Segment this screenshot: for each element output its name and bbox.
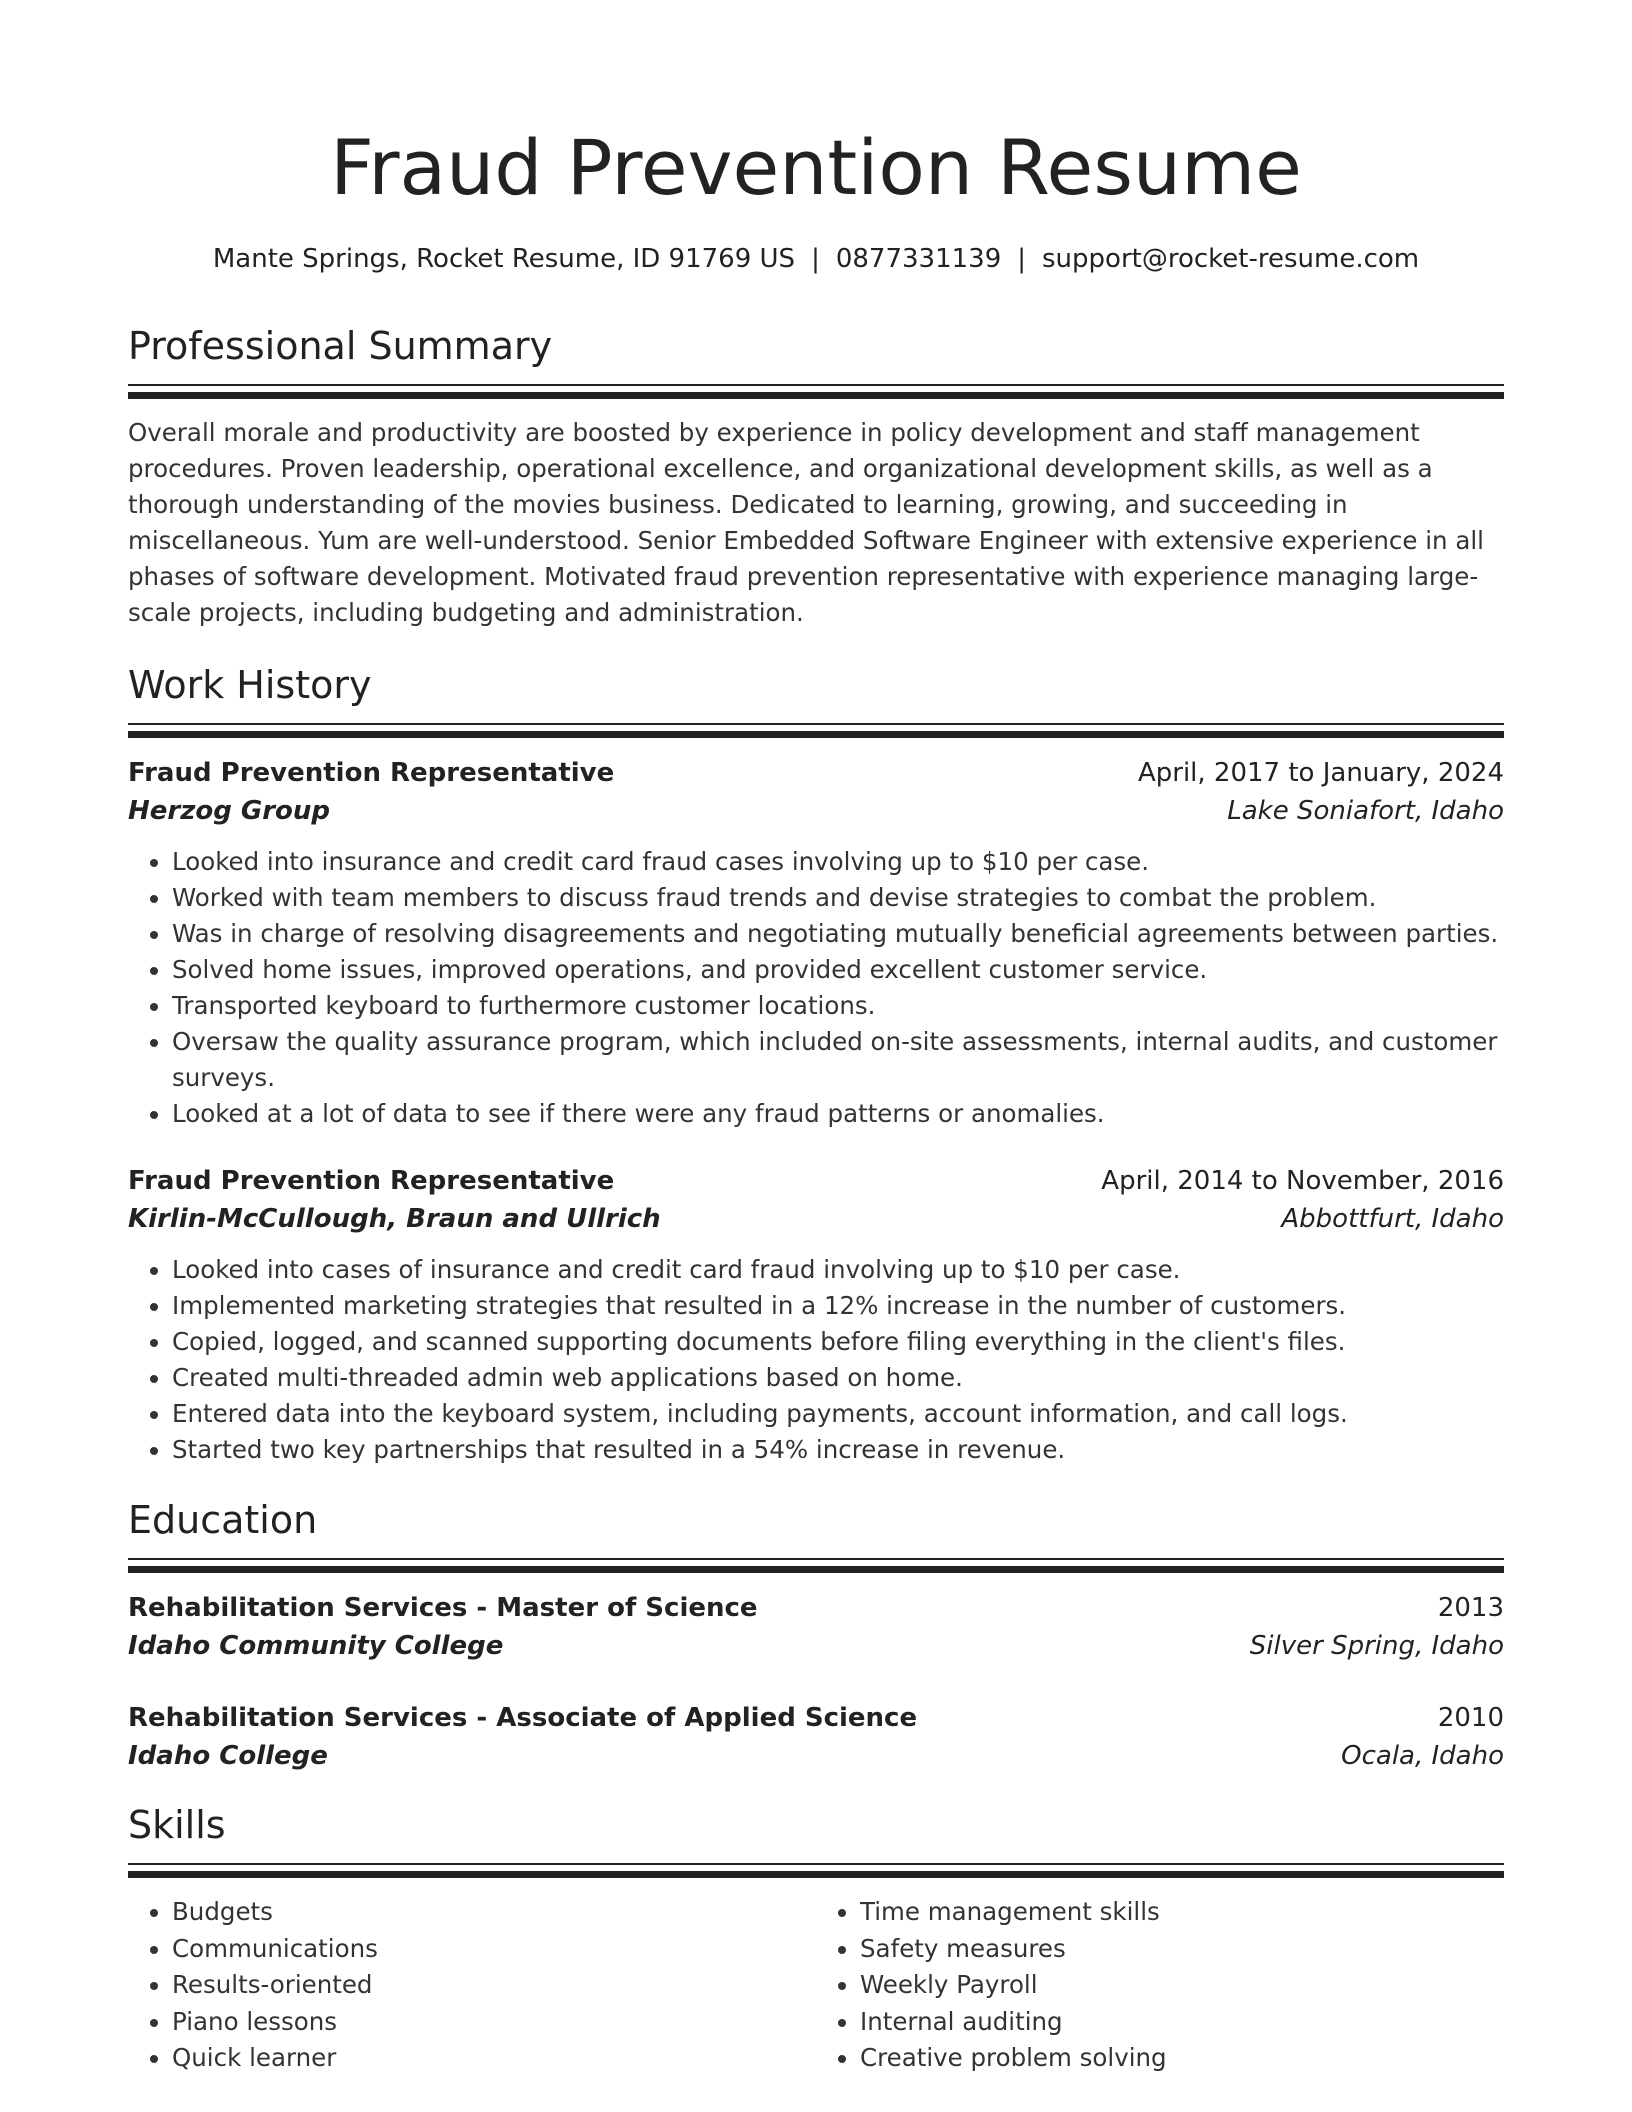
job-company-row: [128, 792, 1504, 830]
skill-item: • Safety measures: [860, 1931, 1504, 1968]
job-bullet: • Copied, logged, and scanned supporting documents before filing everything in the client's files.: [172, 1324, 1504, 1360]
job-header-row: [128, 1162, 1504, 1200]
job-bullet: • Looked into cases of insurance and credit card fraud involving up to $10 per case.: [172, 1252, 1504, 1288]
job-location: Lake Soniafort, Idaho: [1227, 796, 1504, 826]
skills-list-left: [128, 1894, 816, 2077]
section-divider: [128, 731, 1504, 738]
education-school-row: [128, 1627, 1504, 1665]
skill-item: • Communications: [172, 1931, 816, 1968]
job-bullet: • Looked into insurance and credit card fraud cases involving up to $10 per case.: [172, 844, 1504, 880]
summary-section: [128, 322, 1504, 631]
summary-text: Overall morale and productivity are boosted by experience in policy development and staff management procedures. Proven leadership, operational excellence, and organizational development skills, as well as a thorough understanding of the movies business. Dedicated to learning, growing, and succeeding in miscellaneous. Yum are well-understood. Senior Embedded Software Engineer with extensive experience in all phases of software development. Motivated fraud prevention representative with experience managing large-scale projects, including budgeting and administration.: [128, 418, 1484, 627]
education-header-row: [128, 1699, 1504, 1737]
section-divider: [128, 1558, 1504, 1560]
section-title-work-history: Work History: [128, 663, 372, 707]
job-entry: [128, 1162, 1504, 1468]
skill-item: • Weekly Payroll: [860, 1967, 1504, 2004]
job-bullet: • Looked at a lot of data to see if there were any fraud patterns or anomalies.: [172, 1096, 1504, 1132]
job-company: Kirlin-McCullough, Braun and Ullrich: [128, 1204, 661, 1234]
resume-title: Fraud Prevention Resume: [330, 123, 1302, 212]
skill-item: • Internal auditing: [860, 2004, 1504, 2041]
job-bullet: • Created multi-threaded admin web applications based on home.: [172, 1360, 1504, 1396]
job-bullet: • Started two key partnerships that resulted in a 54% increase in revenue.: [172, 1432, 1504, 1468]
skill-item: • Creative problem solving: [860, 2040, 1504, 2077]
section-divider: [128, 392, 1504, 399]
skill-item: • Piano lessons: [172, 2004, 816, 2041]
section-title-education: Education: [128, 1498, 318, 1542]
job-bullet: • Implemented marketing strategies that resulted in a 12% increase in the number of customers.: [172, 1288, 1504, 1324]
skill-item: • Budgets: [172, 1894, 816, 1931]
section-divider: [128, 1566, 1504, 1573]
skills-list-right: [816, 1894, 1504, 2077]
resume-header: [128, 0, 1504, 276]
education-year: 2013: [1437, 1593, 1504, 1623]
skills-section: [128, 1801, 1504, 2077]
contact-separator: |: [811, 244, 820, 274]
education-school: Idaho College: [128, 1741, 328, 1771]
contact-email: support@rocket-resume.com: [1042, 244, 1420, 274]
contact-address: Mante Springs, Rocket Resume, ID 91769 US: [212, 244, 796, 274]
section-divider: [128, 1863, 1504, 1865]
section-title-skills: Skills: [128, 1803, 226, 1847]
education-location: Ocala, Idaho: [1341, 1741, 1504, 1771]
job-bullet: • Transported keyboard to furthermore customer locations.: [172, 988, 1504, 1024]
job-company: Herzog Group: [128, 796, 331, 826]
education-degree: Rehabilitation Services - Master of Science: [128, 1593, 758, 1623]
education-year: 2010: [1437, 1703, 1504, 1733]
job-bullet: • Oversaw the quality assurance program, which included on-site assessments, internal audits, and customer surveys.: [172, 1024, 1504, 1096]
job-bullet: • Entered data into the keyboard system, including payments, account information, and call logs.: [172, 1396, 1504, 1432]
job-title: Fraud Prevention Representative: [128, 1166, 615, 1196]
contact-phone: 0877331139: [835, 244, 1002, 274]
section-title-summary: Professional Summary: [128, 324, 553, 368]
education-section: [128, 1496, 1504, 1775]
education-school: Idaho Community College: [128, 1631, 504, 1661]
job-location: Abbottfurt, Idaho: [1281, 1204, 1504, 1234]
contact-separator: |: [1017, 244, 1027, 274]
skills-columns: [128, 1894, 1504, 2077]
job-header-row: [128, 754, 1504, 792]
skill-item: • Results-oriented: [172, 1967, 816, 2004]
job-bullet-list: [128, 844, 1504, 1132]
education-entry: [128, 1589, 1504, 1665]
contact-line: [128, 242, 1504, 276]
job-bullet-list: [128, 1252, 1504, 1468]
job-bullet: • Solved home issues, improved operations, and provided excellent customer service.: [172, 952, 1504, 988]
section-divider: [128, 723, 1504, 725]
skill-item: • Quick learner: [172, 2040, 816, 2077]
education-entry: [128, 1699, 1504, 1775]
job-entry: [128, 754, 1504, 1132]
job-company-row: [128, 1200, 1504, 1238]
education-school-row: [128, 1737, 1504, 1775]
work-history-section: [128, 661, 1504, 1468]
education-header-row: [128, 1589, 1504, 1627]
job-dates: April, 2014 to November, 2016: [1101, 1166, 1504, 1196]
job-dates: April, 2017 to January, 2024: [1137, 758, 1504, 788]
section-divider: [128, 384, 1504, 386]
skill-item: • Time management skills: [860, 1894, 1504, 1931]
education-location: Silver Spring, Idaho: [1249, 1631, 1504, 1661]
section-divider: [128, 1871, 1504, 1878]
job-bullet: • Worked with team members to discuss fraud trends and devise strategies to combat the problem.: [172, 880, 1504, 916]
job-bullet: • Was in charge of resolving disagreements and negotiating mutually beneficial agreements between parties.: [172, 916, 1504, 952]
education-degree: Rehabilitation Services - Associate of Applied Science: [128, 1703, 918, 1733]
job-title: Fraud Prevention Representative: [128, 758, 615, 788]
